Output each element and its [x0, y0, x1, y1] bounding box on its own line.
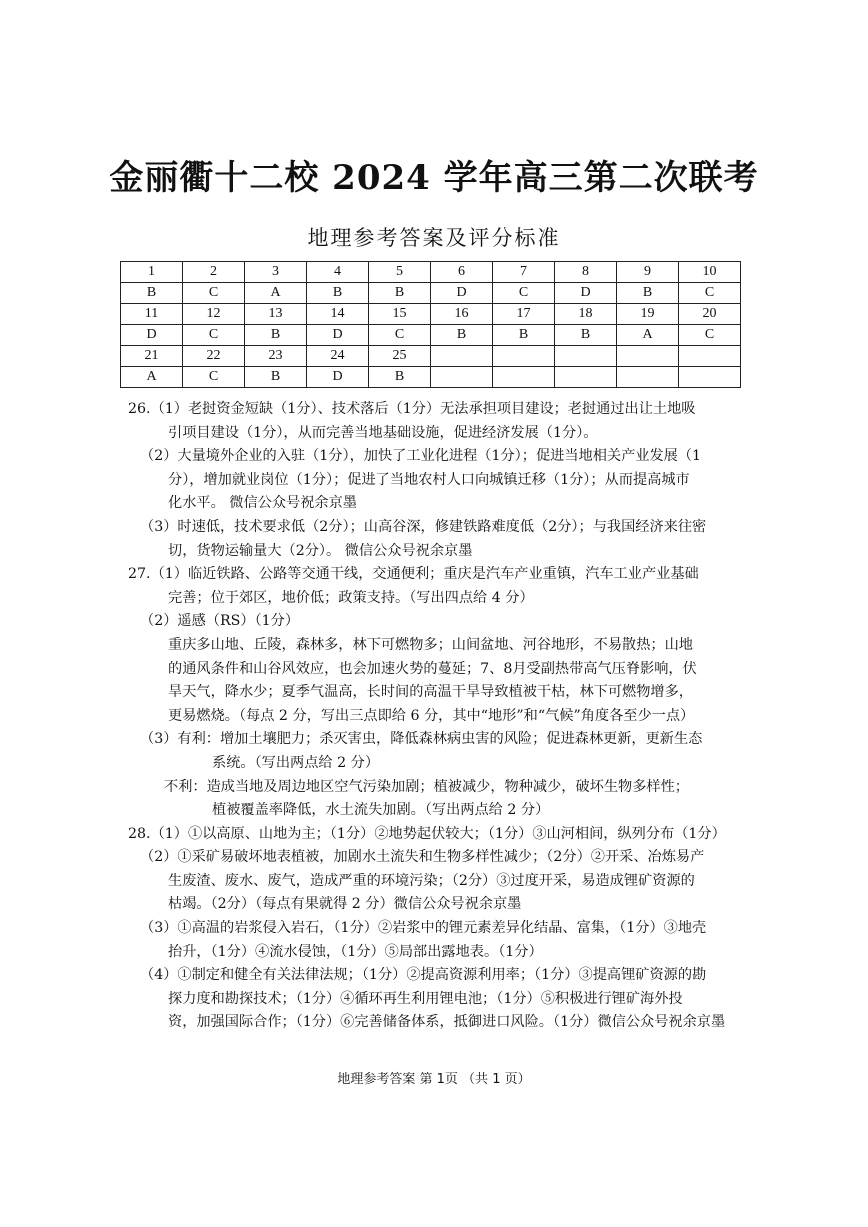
answer-table-cell: B — [369, 283, 431, 304]
answer-line: 不利：造成当地及周边地区空气污染加剧；植被减少，物种减少，破坏生物多样性； — [164, 778, 689, 795]
answer-table-cell — [555, 346, 617, 367]
answer-line: （3）有利：增加土壤肥力；杀灭害虫，降低森林病虫害的风险；促进森林更新，更新生态 — [140, 731, 703, 748]
answer-table-cell: A — [617, 325, 679, 346]
answer-table-cell: C — [369, 325, 431, 346]
answer-line: 植被覆盖率降低，水土流失加剧。（写出两点给 2 分） — [212, 802, 550, 819]
answer-table-row — [121, 283, 741, 304]
answer-table-row — [121, 304, 741, 325]
answer-line: 的通风条件和山谷风效应，也会加速火势的蔓延；7、8月受副热带高气压脊影响，伏 — [168, 660, 697, 677]
answer-line: 系统。（写出两点给 2 分） — [212, 754, 380, 771]
answer-table-cell: C — [493, 283, 555, 304]
answer-table-cell: C — [183, 283, 245, 304]
answer-table-cell: 23 — [245, 346, 307, 367]
answer-line: 探力度和勘探技术；（1分）④循环再生利用锂电池；（1分）⑤积极进行锂矿海外投 — [168, 990, 683, 1007]
answer-table-cell — [679, 346, 741, 367]
answer-table-cell — [617, 346, 679, 367]
answer-table-row — [121, 367, 741, 388]
answer-table-cell: C — [679, 283, 741, 304]
answer-table-cell: 8 — [555, 262, 617, 283]
answer-table-cell: B — [121, 283, 183, 304]
answer-table-cell: 22 — [183, 346, 245, 367]
answer-table-cell: B — [617, 283, 679, 304]
document-subtitle: 地理参考答案及评分标准 — [307, 226, 561, 250]
answer-line: 更易燃烧。（每点 2 分，写出三点即给 6 分，其中“地形”和“气候”角度各至少一点） — [168, 707, 695, 724]
answer-table-cell — [431, 346, 493, 367]
answer-table-cell: 24 — [307, 346, 369, 367]
answer-table-row — [121, 325, 741, 346]
answer-line: （2）①采矿易破坏地表植被，加剧水土流失和生物多样性减少；（2分）②开采、冶炼易产 — [140, 849, 705, 866]
answer-line: （2）大量境外企业的入驻（1分），加快了工业化进程（1分）；促进当地相关产业发展（1 — [140, 448, 702, 465]
answer-table-cell: D — [121, 325, 183, 346]
answer-line: 抬升，（1分）④流水侵蚀，（1分）⑤局部出露地表。（1分） — [168, 943, 543, 960]
answer-table-cell: B — [245, 367, 307, 388]
answer-line: 化水平。 微信公众号祝余京墨 — [168, 495, 357, 512]
answer-line: 生废渣、废水、废气，造成严重的环境污染；（2分）③过度开采，易造成锂矿资源的 — [168, 872, 695, 889]
answer-table-cell: A — [121, 367, 183, 388]
answer-table-cell: B — [493, 325, 555, 346]
answer-table-cell — [431, 367, 493, 388]
answer-table-cell: 14 — [307, 304, 369, 325]
answer-table-cell — [617, 367, 679, 388]
answer-table-cell: B — [369, 367, 431, 388]
document-title: 金丽衢十二校 2024 学年高三第二次联考 — [109, 158, 759, 198]
answer-line: 切，货物运输量大（2分）。 微信公众号祝余京墨 — [168, 542, 473, 559]
answer-line: （3）①高温的岩浆侵入岩石，（1分）②岩浆中的锂元素差异化结晶、富集，（1分）③地壳 — [140, 920, 707, 937]
answer-table-cell: D — [307, 325, 369, 346]
answer-body — [128, 398, 778, 1035]
answer-table-cell: C — [183, 367, 245, 388]
answer-table-cell: 5 — [369, 262, 431, 283]
answer-table-cell: A — [245, 283, 307, 304]
answer-table-cell: 20 — [679, 304, 741, 325]
answer-line: 28.（1）①以高原、山地为主；（1分）②地势起伏较大；（1分）③山河相间，纵列分布（1分） — [128, 825, 726, 842]
answer-line: 分），增加就业岗位（1分）；促进了当地农村人口向城镇迁移（1分）；从而提高城市 — [168, 471, 690, 488]
page-footer: 地理参考答案 第 1页 （共 1 页） — [337, 1072, 531, 1087]
answer-table-cell: 16 — [431, 304, 493, 325]
answer-table-cell — [493, 346, 555, 367]
answer-table-cell: 13 — [245, 304, 307, 325]
answer-table-cell: D — [431, 283, 493, 304]
answer-table-cell: 7 — [493, 262, 555, 283]
answer-table-cell: 10 — [679, 262, 741, 283]
answer-line: 枯竭。（2分）（每点有果就得 2 分）微信公众号祝余京墨 — [168, 896, 522, 913]
answer-table-row — [121, 262, 741, 283]
answer-line: （4）①制定和健全有关法律法规；（1分）②提高资源利用率；（1分）③提高锂矿资源的勘 — [140, 967, 707, 984]
answer-table-cell: 18 — [555, 304, 617, 325]
answer-table-cell: 9 — [617, 262, 679, 283]
answer-line: 26.（1）老挝资金短缺（1分）、技术落后（1分）无法承担项目建设；老挝通过出让土地吸 — [128, 401, 696, 417]
answer-table-cell: 19 — [617, 304, 679, 325]
answer-table-cell: 3 — [245, 262, 307, 283]
answer-table-cell: B — [245, 325, 307, 346]
answer-line: （2）遥感（RS）（1分） — [140, 613, 300, 630]
answer-table-cell: 1 — [121, 262, 183, 283]
answer-line: 完善；位于郊区，地价低；政策支持。（写出四点给 4 分） — [168, 589, 534, 606]
answer-table — [120, 261, 741, 388]
answer-table-cell: C — [183, 325, 245, 346]
answer-table-cell — [493, 367, 555, 388]
answer-table-cell: 4 — [307, 262, 369, 283]
answer-table-cell: 2 — [183, 262, 245, 283]
answer-table-cell: 25 — [369, 346, 431, 367]
answer-table-cell: 11 — [121, 304, 183, 325]
answer-line: 旱天气，降水少；夏季气温高，长时间的高温干旱导致植被干枯，林下可燃物增多， — [168, 684, 693, 701]
answer-table-row — [121, 346, 741, 367]
answer-line: 资，加强国际合作；（1分）⑥完善储备体系，抵御进口风险。（1分）微信公众号祝余京墨 — [168, 1014, 726, 1031]
answer-table-cell: D — [555, 283, 617, 304]
answer-table-cell: B — [555, 325, 617, 346]
answer-table-cell: C — [679, 325, 741, 346]
answer-line: 引项目建设（1分），从而完善当地基础设施，促进经济发展（1分）。 — [168, 424, 598, 441]
answer-table-cell: 15 — [369, 304, 431, 325]
answer-table-cell: 21 — [121, 346, 183, 367]
answer-line: （3）时速低，技术要求低（2分）；山高谷深，修建铁路难度低（2分）；与我国经济来往密 — [140, 518, 707, 535]
answer-table-cell — [679, 367, 741, 388]
answer-table-cell: 17 — [493, 304, 555, 325]
answer-table-cell: 12 — [183, 304, 245, 325]
answer-table-cell: 6 — [431, 262, 493, 283]
answer-line: 重庆多山地、丘陵，森林多，林下可燃物多；山间盆地、河谷地形，不易散热；山地 — [168, 636, 693, 653]
answer-table-cell — [555, 367, 617, 388]
answer-line: 27.（1）临近铁路、公路等交通干线，交通便利；重庆是汽车产业重镇，汽车工业产业基础 — [128, 566, 699, 583]
answer-table-cell: B — [431, 325, 493, 346]
answer-table-cell: D — [307, 367, 369, 388]
answer-table-cell: B — [307, 283, 369, 304]
